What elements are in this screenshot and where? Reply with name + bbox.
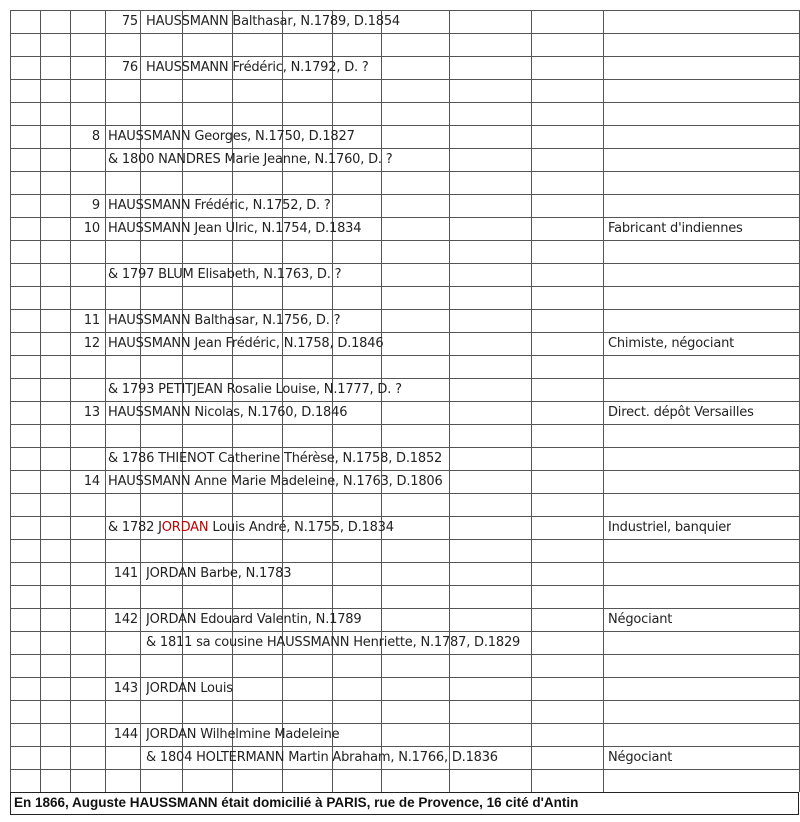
entry-text: & 1804 HOLTERMANN Martin Abraham, N.1766, D.1836 xyxy=(146,750,498,765)
entry-number: 144 xyxy=(113,727,138,742)
entry-text: HAUSSMANN Jean Ulric, N.1754, D.1834 xyxy=(108,221,362,236)
entry-number: 11 xyxy=(83,313,100,328)
grid-hline xyxy=(10,585,799,586)
entry-number: 76 xyxy=(121,60,138,75)
entry-number: 8 xyxy=(91,129,100,144)
entry-number: 141 xyxy=(113,566,138,581)
grid-hline xyxy=(10,33,799,34)
entry-number: 75 xyxy=(121,14,138,29)
entry-text: HAUSSMANN Anne Marie Madeleine, N.1763, D.1806 xyxy=(108,474,443,489)
entry-note: Chimiste, négociant xyxy=(608,336,735,351)
grid-hline xyxy=(10,539,799,540)
entry-note: Négociant xyxy=(608,612,673,627)
grid-hline xyxy=(10,424,799,425)
entry-number: 14 xyxy=(83,474,100,489)
entry-number: 12 xyxy=(83,336,100,351)
grid-hline xyxy=(10,102,799,103)
grid-hline xyxy=(10,240,799,241)
entry-number: 13 xyxy=(83,405,100,420)
grid-hline xyxy=(10,355,799,356)
entry-text: & 1811 sa cousine HAUSSMANN Henriette, N.1787, D.1829 xyxy=(146,635,521,650)
grid-hline xyxy=(10,286,799,287)
grid-hline xyxy=(10,769,799,770)
grid-hline xyxy=(10,79,799,80)
entry-text xyxy=(108,517,394,539)
entry-number: 142 xyxy=(113,612,138,627)
grid-hline xyxy=(10,171,799,172)
entry-note: Négociant xyxy=(608,750,673,765)
entry-text: JORDAN Barbe, N.1783 xyxy=(146,566,292,581)
entry-text: JORDAN Edouard Valentin, N.1789 xyxy=(146,612,362,627)
entry-text: HAUSSMANN Balthasar, N.1789, D.1854 xyxy=(146,14,400,29)
entry-text: & 1786 THIENOT Catherine Thérèse, N.1758, D.1852 xyxy=(108,451,443,466)
grid-hline xyxy=(10,700,799,701)
entry-text: HAUSSMANN Georges, N.1750, D.1827 xyxy=(108,129,355,144)
entry-text: HAUSSMANN Frédéric, N.1752, D. ? xyxy=(108,198,331,213)
entry-number: 9 xyxy=(91,198,100,213)
entry-text: JORDAN Wilhelmine Madeleine xyxy=(146,727,340,742)
entry-text-part: & 1782 J xyxy=(108,520,162,535)
footer-note: En 1866, Auguste HAUSSMANN était domicilié à PARIS, rue de Provence, 16 cité d'Antin xyxy=(14,795,579,810)
grid-hline xyxy=(10,493,799,494)
entry-text: HAUSSMANN Jean Frédéric, N.1758, D.1846 xyxy=(108,336,384,351)
entry-text: HAUSSMANN Frédéric, N.1792, D. ? xyxy=(146,60,369,75)
highlighted-name: ORDAN xyxy=(161,520,209,535)
entry-text: HAUSSMANN Balthasar, N.1756, D. ? xyxy=(108,313,341,328)
entry-text: & 1797 BLUM Elisabeth, N.1763, D. ? xyxy=(108,267,342,282)
entry-note: Fabricant d'indiennes xyxy=(608,221,743,236)
entry-text-part: Louis André, N.1755, D.1834 xyxy=(208,520,394,535)
entry-text: & 1800 NANDRES Marie Jeanne, N.1760, D. ? xyxy=(108,152,393,167)
entry-text: & 1793 PETITJEAN Rosalie Louise, N.1777, D. ? xyxy=(108,382,402,397)
entry-number: 10 xyxy=(83,221,100,236)
entry-note: Industriel, banquier xyxy=(608,520,732,535)
entry-text: HAUSSMANN Nicolas, N.1760, D.1846 xyxy=(108,405,348,420)
entry-number: 143 xyxy=(113,681,138,696)
grid-hline xyxy=(10,654,799,655)
entry-text: JORDAN Louis xyxy=(146,681,233,696)
entry-note: Direct. dépôt Versailles xyxy=(608,405,754,420)
